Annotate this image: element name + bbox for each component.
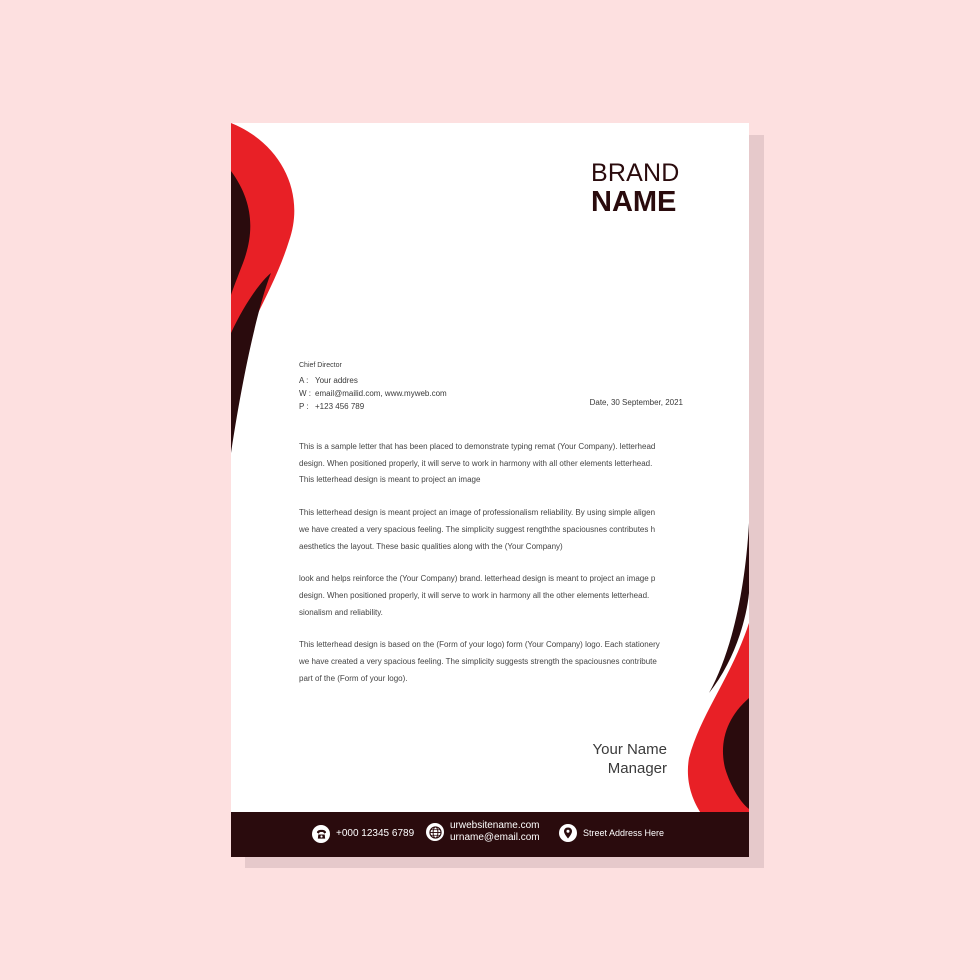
contact-address-row (299, 374, 447, 387)
footer-address (559, 824, 664, 842)
contact-phone-row (299, 400, 447, 413)
brand-line-1: BRAND (591, 159, 680, 187)
footer-web (426, 820, 540, 844)
paragraph (299, 439, 679, 489)
paragraph-line: This is a sample letter that has been placed to demonstrate typing remat (Your Company). letterhead (299, 442, 656, 451)
signature-role: Manager (607, 760, 667, 777)
contact-title: Chief Director (299, 362, 342, 369)
paragraph-line: we have created a very spacious feeling. The simplicity suggests strength the spaciousnes contribute (299, 657, 657, 667)
footer-phone-text: +000 12345 6789 (336, 828, 415, 839)
contact-value: +123 456 789 (315, 402, 365, 411)
location-pin-icon (559, 824, 577, 842)
contact-web-row (299, 387, 447, 400)
paragraph-line: look and helps reinforce the (Your Company) brand. letterhead design is meant to project an image p (299, 574, 656, 584)
footer-phone (312, 825, 414, 843)
footer-email: urname@email.com (450, 832, 540, 843)
contact-key: P : (299, 402, 309, 411)
paragraph-line: aesthetics the layout. These basic qualities along with the (Your Company) (299, 541, 563, 551)
paragraph-line: sionalism and reliability. (299, 607, 383, 617)
paragraph-line: design. When positioned properly, it will serve to work in harmony with all other elements letterhead. (299, 458, 653, 468)
paragraph (299, 637, 679, 687)
contact-value: Your addres (315, 376, 358, 385)
footer-address-text: Street Address Here (583, 828, 665, 838)
phone-icon (312, 825, 330, 843)
brand-logo (591, 161, 711, 217)
signature-name: Your Name (592, 741, 667, 758)
contact-key: W : (299, 389, 312, 398)
contact-key: A : (299, 376, 309, 385)
paragraph-line: This letterhead design is meant project an image of professionalism reliability. By using simple aligen (299, 508, 656, 518)
letterhead-page (231, 123, 749, 857)
paragraph (299, 505, 679, 555)
footer-website: urwebsitename.com (450, 820, 540, 831)
paragraph-line: This letterhead design is based on the (Form of your logo) form (Your Company) logo. Each stationery (299, 640, 660, 650)
paragraph-line: part of the (Form of your logo). (299, 673, 408, 683)
footer-web-text (450, 820, 540, 844)
paragraph-line: This letterhead design is meant to project an image (299, 475, 481, 485)
brand-line-2: NAME (591, 186, 677, 218)
globe-icon (426, 823, 444, 841)
contact-value: email@mailid.com, www.myweb.com (315, 389, 447, 398)
paragraph (299, 571, 679, 621)
paragraph-line: design. When positioned properly, it will serve to work in harmony all the other elements letterhead. (299, 590, 650, 600)
letter-date: Date, 30 September, 2021 (589, 398, 683, 407)
contact-block (299, 362, 447, 413)
letter-body (299, 439, 679, 703)
footer-bar (231, 812, 749, 857)
signature-block (593, 740, 668, 778)
paragraph-line: we have created a very spacious feeling. The simplicity suggest rengththe spaciousnes contributes h (299, 524, 656, 534)
